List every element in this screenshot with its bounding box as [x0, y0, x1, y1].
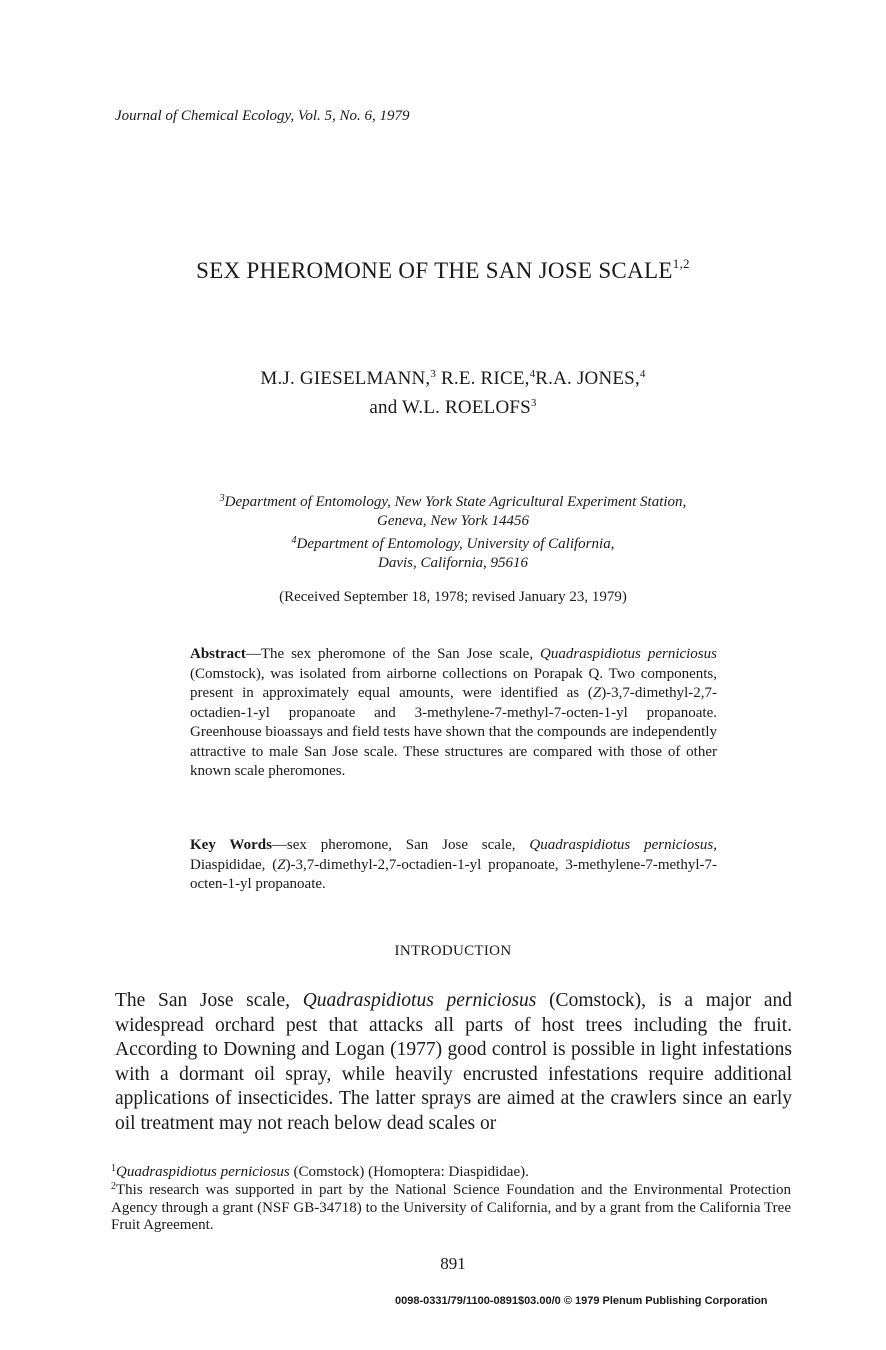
- affiliation-line: [0, 489, 886, 512]
- species-name: Quadraspidiotus perniciosus: [116, 1164, 290, 1180]
- author-roelofs: and W.L. ROELOFS: [369, 397, 531, 418]
- author-affil-mark: 4: [639, 368, 646, 380]
- footnote-text: This research was supported in part by the National Science Foundation and the Environmental Protection Agency through a grant (NSF GB-34718) to the University of California, and by a grant from the California Tree Fruit Agreement.: [111, 1182, 791, 1233]
- footnote-mark: 1: [111, 1163, 116, 1174]
- species-name: Quadraspidiotus perniciosus: [529, 837, 714, 853]
- abstract-label: Abstract: [190, 646, 246, 662]
- isomer-z: Z: [592, 685, 602, 701]
- author-line-2: [0, 391, 886, 420]
- copyright-line: 0098-0331/79/1100-0891$03.00/0 © 1979 Plenum Publishing Corporation: [395, 1295, 768, 1307]
- abstract-text: )-3,7-dimethyl-2,7-octadien-1-yl propanoate and 3-methylene-7-methyl-7-octen-1-yl propanoate. Greenhouse bioassays and field tests have shown that the compounds are independently attractive to male San Jose scale. These structures are compared with those of other known scale pheromones.: [190, 685, 717, 779]
- introduction-paragraph: [115, 989, 792, 1136]
- body-text: The San Jose scale,: [115, 990, 303, 1011]
- affiliation-line: Davis, California, 95616: [377, 555, 528, 571]
- footnote-mark: 2: [111, 1181, 116, 1192]
- affiliation-line: [0, 531, 886, 554]
- footnote-2: [111, 1178, 791, 1235]
- keywords-label: Key Words: [190, 837, 272, 853]
- affiliation-text: Department of Entomology, New York State Agricultural Experiment Station,: [224, 494, 687, 510]
- author-affil-mark: 4: [529, 368, 536, 380]
- journal-citation: Journal of Chemical Ecology, Vol. 5, No. 6, 1979: [115, 108, 410, 124]
- author-line-1: [0, 362, 886, 391]
- page-number: 891: [440, 1254, 466, 1273]
- section-heading-introduction: INTRODUCTION: [394, 943, 512, 959]
- received-dates: (Received September 18, 1978; revised January 23, 1979): [279, 589, 627, 605]
- author-affil-mark: 3: [430, 368, 437, 380]
- article-title: [0, 256, 886, 284]
- abstract-text: (Comstock), was isolated from airborne collections on Porapak Q. Two components, present in approximately equal amounts, were identified as (: [190, 665, 717, 701]
- abstract: [190, 645, 717, 782]
- species-name: Quadraspidiotus perniciosus: [302, 990, 537, 1011]
- keywords-text: —sex pheromone, San Jose scale,: [271, 837, 530, 853]
- isomer-z: Z: [277, 856, 286, 873]
- author-gieselmann: M.J. GIESELMANN,: [260, 368, 431, 389]
- affiliation-mark: 3: [219, 493, 225, 504]
- author-affil-mark: 3: [530, 397, 537, 409]
- author-jones: R.A. JONES,: [535, 368, 640, 389]
- author-list: [0, 362, 886, 420]
- abstract-text: —The sex pheromone of the San Jose scale,: [245, 646, 541, 662]
- footnote-text: (Comstock) (Homoptera: Diaspididae).: [289, 1164, 529, 1180]
- affiliations: [0, 489, 886, 573]
- keywords-text: , Diaspididae, (: [190, 837, 717, 873]
- keywords-text: )-3,7-dimethyl-2,7-octadien-1-yl propanoate, 3-methylene-7-methyl-7-octen-1-yl propanoate.: [190, 856, 717, 892]
- affiliation-text: Department of Entomology, University of California,: [296, 536, 615, 552]
- affiliation-line: Geneva, New York 14456: [377, 513, 529, 529]
- author-rice: R.E. RICE,: [436, 368, 530, 389]
- affiliation-mark: 4: [291, 535, 297, 546]
- title-text: SEX PHEROMONE OF THE SAN JOSE SCALE: [196, 258, 673, 283]
- key-words: [190, 836, 717, 895]
- title-footnote-marks: 1,2: [672, 256, 690, 271]
- body-text: (Comstock), is a major and widespread orchard pest that attacks all parts of host trees including the fruit. According to Downing and Logan (1977) good control is possible in light infestations with a dormant oil spray, while heavily encrusted infestations require additional applications of insecticides. The latter sprays are aimed at the crawlers since an early oil treatment may not reach below dead scales or: [115, 990, 793, 1134]
- species-name: Quadraspidiotus perniciosus: [540, 646, 717, 662]
